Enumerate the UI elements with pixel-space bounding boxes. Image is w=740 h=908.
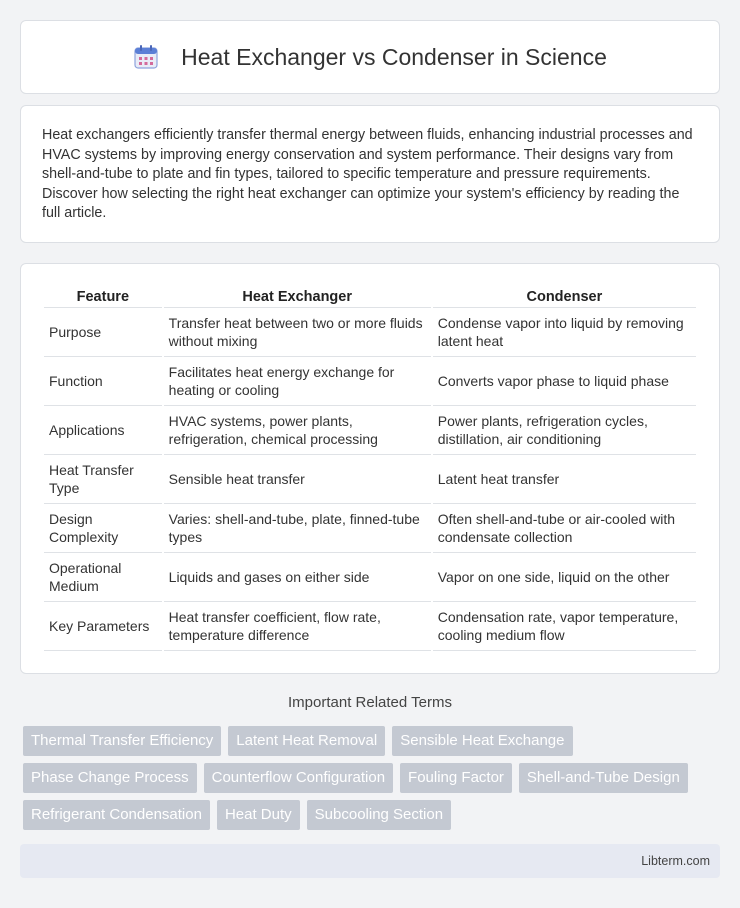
calendar-icon (133, 44, 159, 70)
table-cell: Varies: shell-and-tube, plate, finned-tube types (164, 504, 431, 553)
table-cell: Condense vapor into liquid by removing latent heat (433, 308, 696, 357)
table-cell: Vapor on one side, liquid on the other (433, 553, 696, 602)
related-term-tag[interactable]: Counterflow Configuration (204, 763, 393, 793)
related-term-tag[interactable]: Refrigerant Condensation (23, 800, 210, 830)
related-term-tag[interactable]: Phase Change Process (23, 763, 197, 793)
table-cell-feature: Design Complexity (44, 504, 162, 553)
table-cell: Latent heat transfer (433, 455, 696, 504)
table-row (44, 504, 696, 553)
table-row (44, 602, 696, 651)
related-terms-list (23, 726, 723, 837)
table-cell-feature: Heat Transfer Type (44, 455, 162, 504)
table-header-row (44, 286, 696, 308)
column-header: Condenser (433, 286, 696, 308)
table-cell: Power plants, refrigeration cycles, distillation, air conditioning (433, 406, 696, 455)
table-cell-feature: Key Parameters (44, 602, 162, 651)
title-card (20, 20, 720, 94)
tag-row (23, 800, 723, 830)
tag-row (23, 726, 723, 756)
comparison-table-card (20, 263, 720, 674)
table-row (44, 553, 696, 602)
table-cell: Heat transfer coefficient, flow rate, temperature difference (164, 602, 431, 651)
related-term-tag[interactable]: Sensible Heat Exchange (392, 726, 572, 756)
table-cell-feature: Function (44, 357, 162, 406)
table-row (44, 357, 696, 406)
table-cell: Liquids and gases on either side (164, 553, 431, 602)
related-term-tag[interactable]: Heat Duty (217, 800, 300, 830)
intro-paragraph: Heat exchangers efficiently transfer thermal energy between fluids, enhancing industrial processes and HVAC systems by improving energy conservation and system performance. Their designs vary from shell-and-tube to plate and fin types, tailored to specific temperature and pressure requirements. Discover how selecting the right heat exchanger can optimize your system's efficiency by reading the full article. (42, 127, 693, 222)
table-cell: Transfer heat between two or more fluids without mixing (164, 308, 431, 357)
related-term-tag[interactable]: Thermal Transfer Efficiency (23, 726, 221, 756)
table-row (44, 308, 696, 357)
footer (20, 844, 720, 878)
column-header: Feature (44, 286, 162, 308)
table-cell: Sensible heat transfer (164, 455, 431, 504)
table-cell: Condensation rate, vapor temperature, cooling medium flow (433, 602, 696, 651)
column-header: Heat Exchanger (164, 286, 431, 308)
table-row (44, 406, 696, 455)
related-term-tag[interactable]: Fouling Factor (400, 763, 512, 793)
page-title: Heat Exchanger vs Condenser in Science (181, 43, 607, 70)
table-cell: Facilitates heat energy exchange for heating or cooling (164, 357, 431, 406)
table-cell-feature: Purpose (44, 308, 162, 357)
related-term-tag[interactable]: Shell-and-Tube Design (519, 763, 688, 793)
table-row (44, 455, 696, 504)
related-term-tag[interactable]: Latent Heat Removal (228, 726, 385, 756)
table-cell: Often shell-and-tube or air-cooled with condensate collection (433, 504, 696, 553)
related-terms-heading: Important Related Terms (288, 694, 452, 711)
table-cell: HVAC systems, power plants, refrigeration, chemical processing (164, 406, 431, 455)
comparison-table (42, 286, 698, 651)
footer-site-link[interactable]: Libterm.com (641, 854, 710, 868)
table-cell-feature: Applications (44, 406, 162, 455)
intro-card (20, 105, 720, 243)
table-cell: Converts vapor phase to liquid phase (433, 357, 696, 406)
related-term-tag[interactable]: Subcooling Section (307, 800, 451, 830)
table-cell-feature: Operational Medium (44, 553, 162, 602)
tag-row (23, 763, 723, 793)
